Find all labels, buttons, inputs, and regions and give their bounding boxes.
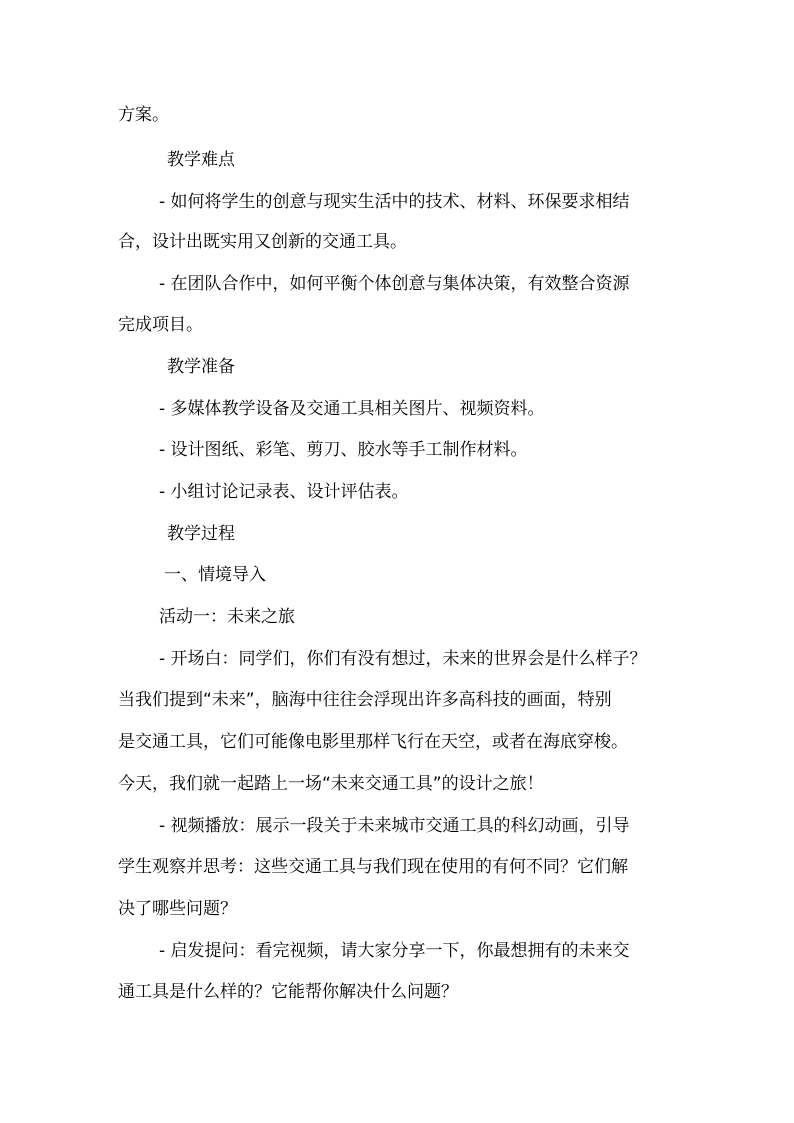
text-line: 方案。 (118, 105, 169, 125)
text-line: 决了哪些问题？ (118, 899, 237, 919)
section-heading-difficulties: 教学难点 (167, 150, 235, 170)
section-heading-process: 教学过程 (167, 524, 235, 544)
text-line: 是交通工具，它们可能像电影里那样飞行在天空，或者在海底穿梭。 (118, 732, 628, 752)
text-line: - 在团队合作中，如何平衡个体创意与集体决策，有效整合资源 (159, 274, 630, 294)
text-line: - 小组讨论记录表、设计评估表。 (159, 482, 409, 502)
subsection-heading: 一、情境导入 (164, 565, 266, 585)
text-line: - 多媒体教学设备及交通工具相关图片、视频资料。 (159, 399, 545, 419)
text-line: - 启发提问：看完视频，请大家分享一下，你最想拥有的未来交 (159, 941, 630, 961)
text-line: 学生观察并思考：这些交通工具与我们现在使用的有何不同？它们解 (118, 857, 628, 877)
text-line: 通工具是什么样的？它能帮你解决什么问题？ (118, 982, 458, 1002)
text-line: 今天，我们就一起踏上一场“未来交通工具”的设计之旅！ (118, 774, 544, 794)
text-line: - 如何将学生的创意与现实生活中的技术、材料、环保要求相结 (159, 192, 630, 212)
text-line: 当我们提到“未来”，脑海中往往会浮现出许多高科技的画面，特别 (118, 690, 612, 710)
text-line: - 开场白：同学们，你们有没有想过，未来的世界会是什么样子？ (159, 649, 647, 669)
text-line: 合，设计出既实用又创新的交通工具。 (118, 232, 407, 252)
text-line: - 设计图纸、彩笔、剪刀、胶水等手工制作材料。 (159, 440, 528, 460)
text-line: 完成项目。 (118, 315, 203, 335)
text-line: - 视频播放：展示一段关于未来城市交通工具的科幻动画，引导 (159, 816, 630, 836)
activity-heading: 活动一：未来之旅 (159, 607, 295, 627)
section-heading-preparation: 教学准备 (167, 357, 235, 377)
